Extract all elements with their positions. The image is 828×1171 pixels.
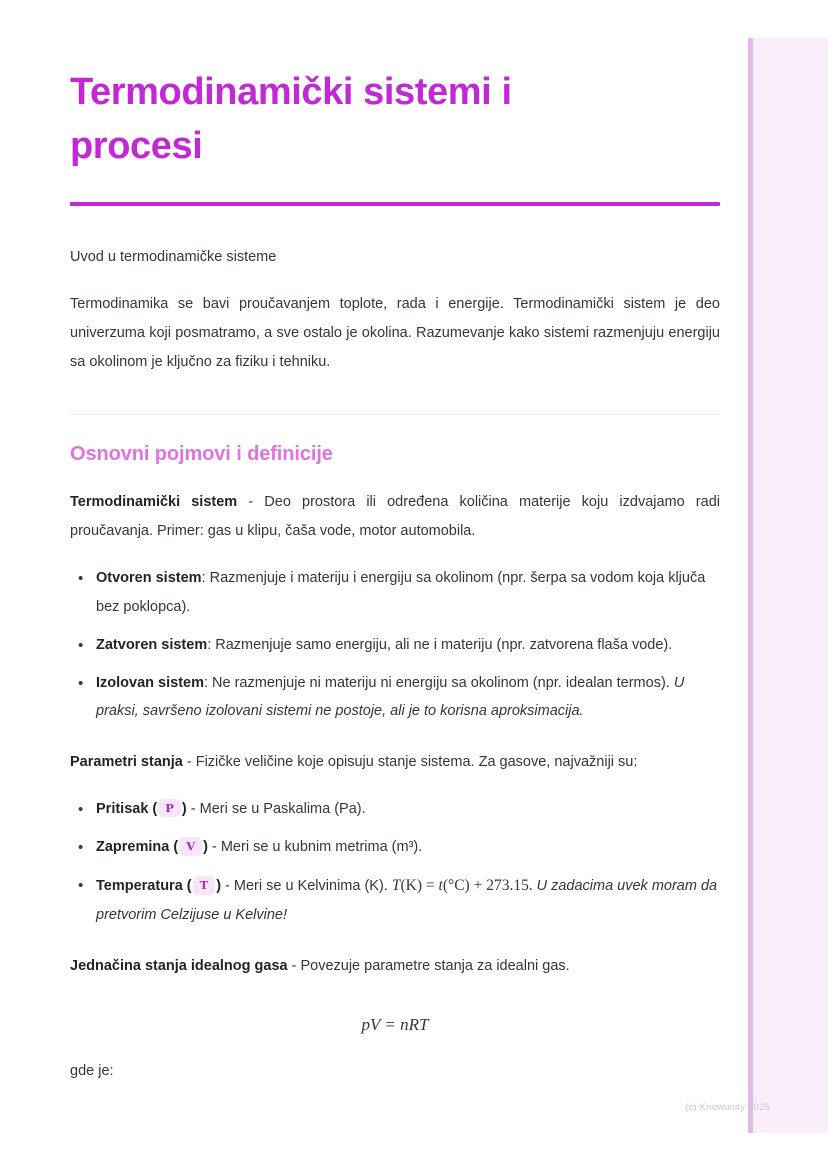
definition-text: - Deo prostora ili određena količina materije koju izdvajamo radi proučavanja. Primer: gas u klipu, čaša vode, motor automobila.	[70, 494, 720, 540]
list-item	[70, 871, 720, 929]
list-item-note: U praksi, savršeno izolovani sistemi ne postoje, ali je to korisna aproksimacija.	[96, 675, 685, 720]
inline-code-pressure: P	[158, 799, 181, 818]
list-item	[70, 833, 720, 861]
definition-term: Termodinamički sistem	[70, 494, 238, 511]
definition-state-parameters	[70, 748, 720, 777]
list-item-text: : Razmenjuje samo energiju, ali ne i materiju (npr. zatvorena flaša vode).	[207, 636, 673, 653]
math-equals: =	[422, 877, 439, 895]
state-parameters-list	[70, 795, 720, 930]
list-item-term: Zapremina (	[96, 838, 179, 855]
list-item-term: Otvoren sistem	[96, 570, 202, 587]
definition-ideal-gas-equation	[70, 952, 720, 981]
list-item	[70, 669, 720, 726]
formula-ideal-gas-law: pV = nRT	[361, 1014, 429, 1034]
list-item-text: : Razmenjuje i materiju i energiju sa okolinom (npr. šerpa sa vodom koja ključa bez poklopca).	[96, 570, 706, 615]
definition-thermodynamic-system	[70, 488, 720, 546]
definition-term: Jednačina stanja idealnog gasa	[70, 957, 288, 974]
intro-paragraph: Termodinamika se bavi proučavanjem toplote, rada i energije. Termodinamički sistem je deo univerzuma koji posmatramo, a sve ostalo je okolina. Razumevanje kako sistemi razmenjuju energiju sa okolinom je ključno za fiziku i tehniku.	[70, 296, 720, 371]
list-item	[70, 795, 720, 823]
list-item-text: - Meri se u Paskalima (Pa).	[186, 800, 366, 817]
math-symbol-t: t	[438, 877, 443, 895]
list-item-term-end: )	[216, 878, 222, 895]
footer-copyright: (c) Knowunity 2025	[685, 1102, 770, 1113]
list-item	[70, 631, 720, 659]
list-item-term: Zatvoren sistem	[96, 636, 208, 653]
where-label: gde je:	[70, 1062, 114, 1079]
list-item-term-end: )	[203, 838, 208, 855]
title-underline-rule	[70, 202, 720, 206]
list-item-text: : Ne razmenjuje ni materiju ni energiju sa okolinom (npr. idealan termos).	[203, 675, 674, 692]
math-symbol-T: T	[391, 877, 401, 895]
list-item-term: Pritisak (	[96, 800, 158, 817]
list-item-term: Temperatura (	[96, 878, 192, 895]
list-item-note: U zadacima uvek moram da pretvorim Celzijuse u Kelvine!	[96, 878, 718, 924]
list-item-term-end: )	[181, 800, 187, 817]
definition-term: Parametri stanja	[70, 753, 183, 770]
definition-text: - Fizičke veličine koje opisuju stanje sistema. Za gasove, najvažniji su:	[182, 753, 638, 770]
page-title: Termodinamički sistemi i procesi	[70, 71, 512, 167]
document-content	[70, 0, 720, 1086]
list-item-term: Izolovan sistem	[96, 675, 204, 692]
math-paren-celsius: (°C)	[442, 877, 470, 895]
system-types-list	[70, 564, 720, 725]
math-offset-value: + 273.15.	[469, 877, 537, 895]
inline-math-kelvin-conversion	[392, 877, 537, 894]
list-item-text: - Meri se u Kelvinima (K).	[221, 878, 392, 895]
inline-code-volume: V	[179, 837, 202, 856]
section-heading-basic-concepts: Osnovni pojmovi i definicije	[70, 443, 333, 466]
inline-code-temperature: T	[193, 876, 216, 895]
section-divider	[70, 414, 720, 415]
list-item-text: - Meri se u kubnim metrima (m³).	[207, 838, 423, 855]
list-item	[70, 564, 720, 621]
definition-text: - Povezuje parametre stanja za idealni gas.	[287, 957, 570, 974]
lead-subtitle: Uvod u termodinamičke sisteme	[70, 248, 277, 265]
math-paren-K: (K)	[400, 877, 423, 895]
